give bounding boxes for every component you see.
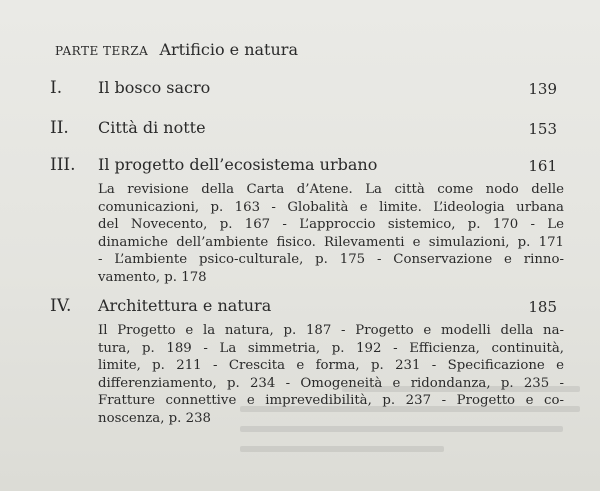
chapter-page-number: 139: [528, 80, 557, 98]
chapter-page-number: 185: [528, 298, 557, 316]
chapter-number: II.: [50, 118, 69, 138]
chapter-number: IV.: [50, 296, 72, 316]
summary-line: tura, p. 189 - La simmetria, p. 192 - Efficienza, continuità,: [98, 340, 564, 356]
summary-line: comunicazioni, p. 163 - Globalità e limite. L’ideologia urbana: [98, 199, 564, 215]
chapter-title: Il progetto dell’ecosistema urbano: [98, 155, 378, 174]
part-label: PARTE TERZA: [55, 44, 149, 58]
chapter-title: Architettura e natura: [98, 296, 272, 315]
summary-line: differenziamento, p. 234 - Omogeneità e ridondanza, p. 235 -: [98, 375, 564, 391]
summary-line: limite, p. 211 - Crescita e forma, p. 231 - Specificazione e: [98, 358, 564, 374]
summary-line: del Novecento, p. 167 - L’approccio sistemico, p. 170 - Le: [98, 217, 564, 233]
part-title: Artificio e natura: [159, 40, 298, 59]
chapter-number: III.: [50, 155, 76, 175]
summary-line: vamento, p. 178: [98, 269, 207, 285]
summary-line: noscenza, p. 238: [98, 410, 212, 426]
summary-line: Fratture connettive e imprevedibilità, p. 237 - Progetto e co-: [98, 393, 564, 409]
chapter-title: Il bosco sacro: [98, 78, 211, 97]
summary-line: dinamiche dell’ambiente fisico. Rilevamenti e simulazioni, p. 171: [98, 234, 564, 250]
part-header: [55, 40, 298, 59]
chapter-summary: [98, 181, 564, 287]
chapter-number: I.: [50, 78, 63, 98]
chapter-title: Città di notte: [98, 118, 206, 137]
summary-line: La revisione della Carta d’Atene. La città come nodo delle: [98, 182, 564, 197]
chapter-page-number: 153: [528, 120, 557, 138]
chapter-summary: [98, 322, 564, 428]
summary-line: - L’ambiente psico-culturale, p. 175 - Conservazione e rinno-: [98, 252, 564, 268]
chapter-page-number: 161: [528, 157, 557, 175]
summary-line: Il Progetto e la natura, p. 187 - Progetto e modelli della na-: [98, 323, 564, 338]
